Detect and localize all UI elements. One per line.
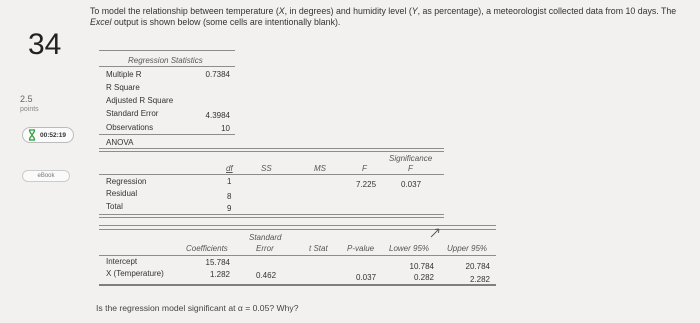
anova-header-significance-f: F	[408, 164, 413, 173]
stat-label: R Square	[106, 83, 140, 92]
coef-header-lower-95: Lower 95%	[389, 244, 430, 253]
question-number: 34	[28, 28, 62, 61]
table-rule	[99, 148, 444, 149]
coef-standard-error: 0.462	[256, 271, 277, 280]
stat-label: Multiple R	[106, 70, 142, 79]
timer-text: 00:52:19	[40, 131, 67, 139]
anova-significance-value: 0.037	[401, 180, 422, 189]
regression-statistics-title: Regression Statistics	[128, 56, 203, 65]
stat-value: 4.3984	[205, 111, 230, 120]
coef-lower-95: 10.784	[409, 262, 434, 271]
anova-df: 8	[227, 192, 232, 201]
question-prompt: To model the relationship between temperature (X, in degrees) and humidity level (Y, as percentage), a meteorologist collected data from 10 days. The Excel output is shown below (some cells are intentionally blank).	[90, 6, 677, 27]
stat-value: 0.7384	[205, 70, 230, 79]
ebook-button[interactable]: eBook	[22, 170, 70, 182]
anova-header-ss: SS	[261, 164, 272, 173]
coef-p-value: 0.037	[356, 273, 377, 282]
table-rule	[99, 50, 235, 51]
anova-row-label: Total	[106, 202, 123, 211]
question-text: Is the regression model significant at α = 0.05? Why?	[96, 303, 299, 313]
stat-label: Standard Error	[106, 109, 159, 118]
anova-header-df: df	[226, 164, 233, 173]
coef-upper-95: 20.784	[465, 262, 490, 271]
stat-label: Observations	[106, 123, 154, 132]
timer-badge[interactable]	[22, 127, 74, 143]
anova-title: ANOVA	[106, 138, 134, 147]
coef-header-t-stat: t Stat	[309, 244, 328, 253]
table-rule	[99, 225, 496, 226]
coef-header-upper-95: Upper 95%	[447, 244, 488, 253]
anova-row-label: Regression	[106, 177, 147, 186]
anova-header-significance: Significance	[389, 154, 433, 163]
coef-value: 15.784	[205, 258, 230, 267]
question-sidebar	[0, 0, 78, 323]
coef-lower-95: 0.282	[413, 273, 434, 282]
coef-upper-95: 2.282	[469, 275, 490, 284]
table-rule	[99, 255, 496, 256]
anova-f-value: 7.225	[356, 180, 377, 189]
stat-label: Adjusted R Square	[106, 96, 174, 105]
coef-header-p-value: P-value	[347, 244, 375, 253]
points-value: 2.5	[20, 94, 33, 104]
table-rule	[99, 174, 444, 175]
coef-value: 1.282	[209, 270, 230, 279]
table-rule	[99, 134, 235, 135]
coef-header-coefficients: Coefficients	[186, 244, 228, 253]
anova-row-label: Residual	[106, 189, 138, 198]
table-rule	[99, 151, 444, 152]
coef-row-label: X (Temperature)	[106, 269, 164, 278]
table-rule	[99, 217, 444, 218]
hourglass-icon	[27, 129, 37, 141]
anova-header-ms: MS	[314, 164, 326, 173]
table-rule	[99, 284, 496, 286]
points-label: points	[20, 106, 39, 113]
anova-df: 1	[227, 177, 232, 186]
coef-header-standard: Standard	[249, 233, 282, 242]
anova-df: 9	[227, 204, 232, 213]
mouse-cursor-icon	[430, 228, 440, 238]
anova-header-f: F	[362, 164, 367, 173]
table-rule	[99, 66, 235, 67]
table-rule	[99, 214, 444, 215]
coef-header-error: Error	[256, 244, 274, 253]
coef-row-label: Intercept	[106, 257, 138, 266]
stat-value: 10	[221, 124, 230, 133]
